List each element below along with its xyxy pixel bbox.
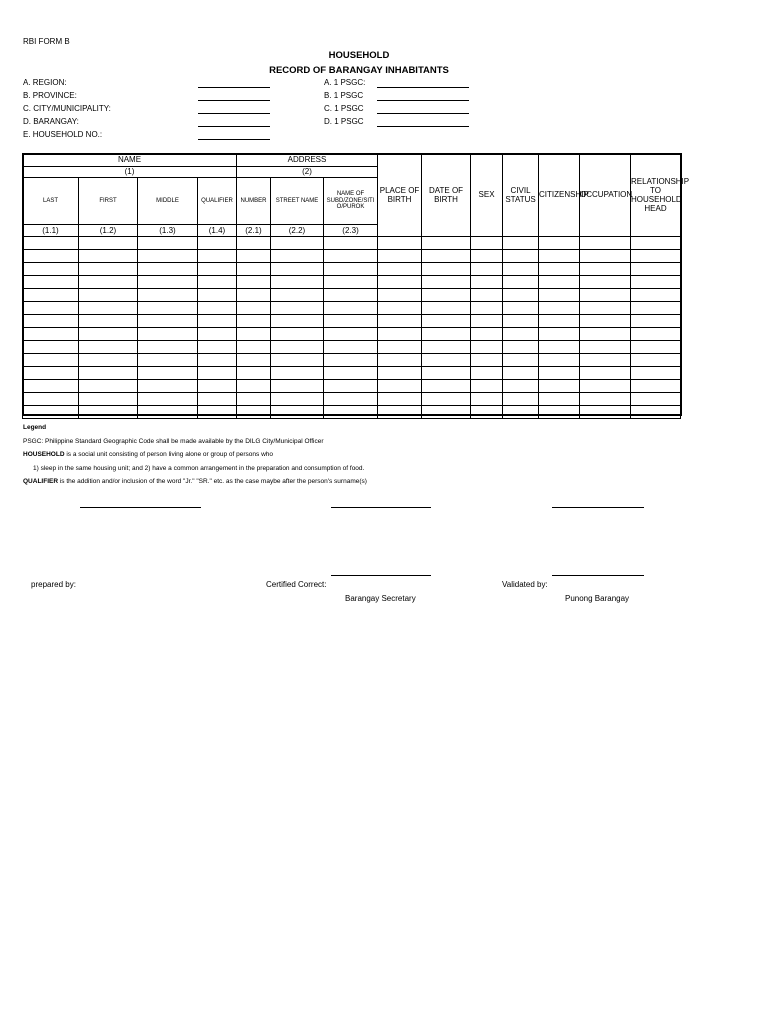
table-cell[interactable] xyxy=(324,380,378,393)
table-cell[interactable] xyxy=(271,328,324,341)
table-cell[interactable] xyxy=(471,276,503,289)
table-cell[interactable] xyxy=(237,289,271,302)
table-row xyxy=(23,315,681,328)
table-cell[interactable] xyxy=(271,315,324,328)
code-1-2: (1.2) xyxy=(79,225,138,237)
psgc-b-field[interactable] xyxy=(377,100,469,101)
table-cell[interactable] xyxy=(503,341,539,354)
table-cell[interactable] xyxy=(471,315,503,328)
psgc-d-label: D. 1 PSGC xyxy=(324,117,364,126)
citizenship-header: CITIZENSHIP xyxy=(539,154,580,237)
table-cell[interactable] xyxy=(237,302,271,315)
table-cell[interactable] xyxy=(79,354,138,367)
table-cell[interactable] xyxy=(471,328,503,341)
table-cell[interactable] xyxy=(198,328,237,341)
psgc-a-label: A. 1 PSGC: xyxy=(324,78,366,87)
table-cell[interactable] xyxy=(422,289,471,302)
table-cell[interactable] xyxy=(237,354,271,367)
table-cell[interactable] xyxy=(503,354,539,367)
table-row xyxy=(23,302,681,315)
table-cell[interactable] xyxy=(580,237,631,250)
table-cell[interactable] xyxy=(503,406,539,419)
table-cell[interactable] xyxy=(79,380,138,393)
table-cell[interactable] xyxy=(271,302,324,315)
table-cell[interactable] xyxy=(539,250,580,263)
table-cell[interactable] xyxy=(271,341,324,354)
table-cell[interactable] xyxy=(138,289,198,302)
table-cell[interactable] xyxy=(580,250,631,263)
table-cell[interactable] xyxy=(378,276,422,289)
table-cell[interactable] xyxy=(198,315,237,328)
table-cell[interactable] xyxy=(79,315,138,328)
barangay-field[interactable] xyxy=(198,126,270,127)
table-cell[interactable] xyxy=(23,354,79,367)
table-cell[interactable] xyxy=(23,393,79,406)
inhabitants-table xyxy=(22,153,690,419)
table-cell[interactable] xyxy=(271,367,324,380)
table-cell[interactable] xyxy=(324,341,378,354)
table-cell[interactable] xyxy=(23,406,79,419)
relationship-header: RELATIONSHIP TO HOUSEHOLD HEAD xyxy=(631,154,681,237)
table-cell[interactable] xyxy=(631,354,681,367)
table-cell[interactable] xyxy=(378,341,422,354)
table-cell[interactable] xyxy=(138,328,198,341)
table-cell[interactable] xyxy=(324,250,378,263)
table-cell[interactable] xyxy=(79,237,138,250)
form-title: HOUSEHOLD xyxy=(328,50,390,61)
table-cell[interactable] xyxy=(503,302,539,315)
punong-name-line[interactable] xyxy=(552,575,644,576)
table-cell[interactable] xyxy=(79,263,138,276)
table-cell[interactable] xyxy=(378,354,422,367)
province-field[interactable] xyxy=(198,100,270,101)
table-cell[interactable] xyxy=(539,380,580,393)
table-cell[interactable] xyxy=(631,250,681,263)
table-cell[interactable] xyxy=(23,276,79,289)
table-cell[interactable] xyxy=(79,367,138,380)
table-cell[interactable] xyxy=(580,367,631,380)
table-cell[interactable] xyxy=(198,263,237,276)
table-cell[interactable] xyxy=(324,263,378,276)
table-cell[interactable] xyxy=(422,263,471,276)
table-cell[interactable] xyxy=(539,393,580,406)
psgc-c-label: C. 1 PSGC xyxy=(324,104,364,113)
last-name-header: LAST xyxy=(23,178,79,225)
table-cell[interactable] xyxy=(324,393,378,406)
table-cell[interactable] xyxy=(237,276,271,289)
table-cell[interactable] xyxy=(79,341,138,354)
code-2-3: (2.3) xyxy=(324,225,378,237)
table-row xyxy=(23,289,681,302)
table-cell[interactable] xyxy=(138,276,198,289)
table-cell[interactable] xyxy=(237,341,271,354)
table-cell[interactable] xyxy=(138,354,198,367)
table-cell[interactable] xyxy=(580,263,631,276)
table-cell[interactable] xyxy=(378,263,422,276)
table-cell[interactable] xyxy=(237,315,271,328)
table-cell[interactable] xyxy=(539,328,580,341)
occupation-header: OCCUPATION xyxy=(580,154,631,237)
name-group-header: NAME xyxy=(23,154,237,167)
psgc-a-field[interactable] xyxy=(377,87,469,88)
table-cell[interactable] xyxy=(324,276,378,289)
table-cell[interactable] xyxy=(631,328,681,341)
table-cell[interactable] xyxy=(378,250,422,263)
table-cell[interactable] xyxy=(138,302,198,315)
table-cell[interactable] xyxy=(198,250,237,263)
table-cell[interactable] xyxy=(198,380,237,393)
name-group-number: (1) xyxy=(23,167,237,178)
table-cell[interactable] xyxy=(422,237,471,250)
psgc-b-label: B. 1 PSGC xyxy=(324,91,364,100)
code-2-1: (2.1) xyxy=(237,225,271,237)
table-cell[interactable] xyxy=(198,302,237,315)
prepared-by-signature-line[interactable] xyxy=(80,507,201,508)
table-cell[interactable] xyxy=(580,302,631,315)
table-cell[interactable] xyxy=(580,393,631,406)
table-cell[interactable] xyxy=(237,250,271,263)
middle-name-header: MIDDLE xyxy=(138,178,198,225)
qualifier-header: QUALIFIER xyxy=(198,178,237,225)
table-cell[interactable] xyxy=(378,406,422,419)
legend-psgc: PSGC: Philippine Standard Geographic Code shall be made available by the DILG City/Municipal Officer xyxy=(23,437,324,445)
table-cell[interactable] xyxy=(271,289,324,302)
table-cell[interactable] xyxy=(271,406,324,419)
table-cell[interactable] xyxy=(580,315,631,328)
table-cell[interactable] xyxy=(271,354,324,367)
table-cell[interactable] xyxy=(378,328,422,341)
table-cell[interactable] xyxy=(237,367,271,380)
table-row xyxy=(23,393,681,406)
province-label: B. PROVINCE: xyxy=(23,91,77,100)
table-cell[interactable] xyxy=(271,393,324,406)
validated-signature-line[interactable] xyxy=(552,507,644,508)
table-cell[interactable] xyxy=(503,250,539,263)
city-field[interactable] xyxy=(198,113,270,114)
table-cell[interactable] xyxy=(539,289,580,302)
prepared-by-label: prepared by: xyxy=(31,580,76,589)
punong-barangay-label: Punong Barangay xyxy=(565,594,630,603)
table-cell[interactable] xyxy=(631,302,681,315)
table-cell[interactable] xyxy=(580,328,631,341)
table-cell[interactable] xyxy=(539,263,580,276)
table-cell[interactable] xyxy=(539,367,580,380)
civil-status-header: CIVIL STATUS xyxy=(503,154,539,237)
table-cell[interactable] xyxy=(237,328,271,341)
table-cell[interactable] xyxy=(237,380,271,393)
table-cell[interactable] xyxy=(503,393,539,406)
table-cell[interactable] xyxy=(198,393,237,406)
table-cell[interactable] xyxy=(378,393,422,406)
region-label: A. REGION: xyxy=(23,78,67,87)
table-cell[interactable] xyxy=(138,367,198,380)
sex-header: SEX xyxy=(471,154,503,237)
table-cell[interactable] xyxy=(422,302,471,315)
table-cell[interactable] xyxy=(503,263,539,276)
table-cell[interactable] xyxy=(471,367,503,380)
table-cell[interactable] xyxy=(23,263,79,276)
code-1-1: (1.1) xyxy=(23,225,79,237)
table-row xyxy=(23,237,681,250)
table-cell[interactable] xyxy=(471,393,503,406)
legend-qualifier-term: QUALIFIER xyxy=(23,478,59,485)
number-header: NUMBER xyxy=(237,178,271,225)
table-cell[interactable] xyxy=(631,237,681,250)
table-row xyxy=(23,380,681,393)
certified-signature-line[interactable] xyxy=(331,507,431,508)
table-cell[interactable] xyxy=(138,315,198,328)
table-row xyxy=(23,328,681,341)
address-group-header: ADDRESS xyxy=(237,154,378,167)
table-cell[interactable] xyxy=(79,328,138,341)
table-cell[interactable] xyxy=(324,302,378,315)
table-cell[interactable] xyxy=(539,237,580,250)
table-cell[interactable] xyxy=(503,237,539,250)
legend-household-text: is a social unit consisting of person living alone or group of persons who xyxy=(64,451,274,458)
table-cell[interactable] xyxy=(471,341,503,354)
table-cell[interactable] xyxy=(324,237,378,250)
table-cell[interactable] xyxy=(580,341,631,354)
table-cell[interactable] xyxy=(324,367,378,380)
table-cell[interactable] xyxy=(631,341,681,354)
table-cell[interactable] xyxy=(503,380,539,393)
table-cell[interactable] xyxy=(138,263,198,276)
table-cell[interactable] xyxy=(378,315,422,328)
table-cell[interactable] xyxy=(580,354,631,367)
table-cell[interactable] xyxy=(271,276,324,289)
code-2-2: (2.2) xyxy=(271,225,324,237)
table-cell[interactable] xyxy=(580,406,631,419)
table-cell[interactable] xyxy=(422,341,471,354)
table-cell[interactable] xyxy=(23,237,79,250)
table-cell[interactable] xyxy=(23,341,79,354)
psgc-c-field[interactable] xyxy=(377,113,469,114)
table-cell[interactable] xyxy=(422,380,471,393)
region-field[interactable] xyxy=(198,87,270,88)
table-cell[interactable] xyxy=(580,276,631,289)
form-id: RBI FORM B xyxy=(23,37,70,46)
table-cell[interactable] xyxy=(503,289,539,302)
table-cell[interactable] xyxy=(271,237,324,250)
table-cell[interactable] xyxy=(23,302,79,315)
table-cell[interactable] xyxy=(503,328,539,341)
table-cell[interactable] xyxy=(138,380,198,393)
table-cell[interactable] xyxy=(23,328,79,341)
table-cell[interactable] xyxy=(324,406,378,419)
table-cell[interactable] xyxy=(237,263,271,276)
table-cell[interactable] xyxy=(198,276,237,289)
table-cell[interactable] xyxy=(471,263,503,276)
table-cell[interactable] xyxy=(631,380,681,393)
table-cell[interactable] xyxy=(539,315,580,328)
table-cell[interactable] xyxy=(198,367,237,380)
table-cell[interactable] xyxy=(378,380,422,393)
city-label: C. CITY/MUNICIPALITY: xyxy=(23,104,111,113)
table-cell[interactable] xyxy=(324,328,378,341)
legend-household-term: HOUSEHOLD xyxy=(23,451,65,458)
table-cell[interactable] xyxy=(422,393,471,406)
barangay-secretary-label: Barangay Secretary xyxy=(345,594,416,603)
subdivision-header: NAME OF SUBD/ZONE/SITI O/PUROK xyxy=(324,178,378,225)
table-cell[interactable] xyxy=(422,354,471,367)
table-cell[interactable] xyxy=(79,302,138,315)
table-cell[interactable] xyxy=(237,406,271,419)
household-no-field[interactable] xyxy=(198,139,270,140)
table-cell[interactable] xyxy=(271,250,324,263)
table-cell[interactable] xyxy=(471,237,503,250)
table-cell[interactable] xyxy=(79,289,138,302)
table-cell[interactable] xyxy=(198,341,237,354)
table-cell[interactable] xyxy=(503,367,539,380)
table-cell[interactable] xyxy=(79,250,138,263)
legend-household-cont: 1) sleep in the same housing unit; and 2) have a common arrangement in the preparation and consumption of food. xyxy=(33,464,365,472)
table-cell[interactable] xyxy=(138,341,198,354)
table-cell[interactable] xyxy=(324,315,378,328)
table-cell[interactable] xyxy=(79,406,138,419)
table-row xyxy=(23,354,681,367)
table-cell[interactable] xyxy=(138,250,198,263)
barangay-label: D. BARANGAY: xyxy=(23,117,79,126)
table-cell[interactable] xyxy=(79,393,138,406)
table-cell[interactable] xyxy=(631,315,681,328)
table-cell[interactable] xyxy=(631,276,681,289)
table-cell[interactable] xyxy=(198,289,237,302)
table-cell[interactable] xyxy=(422,367,471,380)
table-cell[interactable] xyxy=(23,289,79,302)
table-cell[interactable] xyxy=(539,302,580,315)
table-row xyxy=(23,406,681,419)
table-cell[interactable] xyxy=(324,289,378,302)
table-cell[interactable] xyxy=(378,289,422,302)
legend-qualifier-text: is the addition and/or inclusion of the word "Jr." "SR." etc. as the case maybe after the person's surname(s) xyxy=(58,478,367,485)
table-cell[interactable] xyxy=(471,354,503,367)
table-cell[interactable] xyxy=(23,380,79,393)
household-no-label: E. HOUSEHOLD NO.: xyxy=(23,130,103,139)
table-cell[interactable] xyxy=(631,393,681,406)
table-cell[interactable] xyxy=(631,289,681,302)
table-cell[interactable] xyxy=(271,263,324,276)
table-cell[interactable] xyxy=(378,302,422,315)
table-cell[interactable] xyxy=(471,250,503,263)
legend-heading: Legend xyxy=(23,424,47,431)
table-row xyxy=(23,367,681,380)
table-cell[interactable] xyxy=(631,263,681,276)
certified-correct-label: Certified Correct: xyxy=(266,580,327,589)
table-cell[interactable] xyxy=(198,237,237,250)
table-cell[interactable] xyxy=(324,354,378,367)
table-cell[interactable] xyxy=(422,250,471,263)
table-row xyxy=(23,276,681,289)
table-cell[interactable] xyxy=(422,406,471,419)
table-cell[interactable] xyxy=(422,276,471,289)
code-1-4: (1.4) xyxy=(198,225,237,237)
table-cell[interactable] xyxy=(237,393,271,406)
table-cell[interactable] xyxy=(138,237,198,250)
table-cell[interactable] xyxy=(503,315,539,328)
table-cell[interactable] xyxy=(539,341,580,354)
table-cell[interactable] xyxy=(378,237,422,250)
table-cell[interactable] xyxy=(580,380,631,393)
validated-by-label: Validated by: xyxy=(502,580,548,589)
table-cell[interactable] xyxy=(23,315,79,328)
table-cell[interactable] xyxy=(237,237,271,250)
table-cell[interactable] xyxy=(503,276,539,289)
table-cell[interactable] xyxy=(378,367,422,380)
date-of-birth-header: DATE OF BIRTH xyxy=(422,154,471,237)
first-name-header: FIRST xyxy=(79,178,138,225)
table-cell[interactable] xyxy=(580,289,631,302)
table-cell[interactable] xyxy=(471,406,503,419)
psgc-d-field[interactable] xyxy=(377,126,469,127)
table-cell[interactable] xyxy=(23,250,79,263)
table-cell[interactable] xyxy=(471,380,503,393)
table-row xyxy=(23,341,681,354)
address-group-number: (2) xyxy=(237,167,378,178)
legend xyxy=(23,421,713,489)
table-cell[interactable] xyxy=(471,289,503,302)
table-cell[interactable] xyxy=(539,354,580,367)
code-1-3: (1.3) xyxy=(138,225,198,237)
table-row xyxy=(23,250,681,263)
table-cell[interactable] xyxy=(138,393,198,406)
table-cell[interactable] xyxy=(23,367,79,380)
table-cell[interactable] xyxy=(271,380,324,393)
place-of-birth-header: PLACE OF BIRTH xyxy=(378,154,422,237)
table-cell[interactable] xyxy=(539,276,580,289)
secretary-name-line[interactable] xyxy=(331,575,431,576)
table-cell[interactable] xyxy=(138,406,198,419)
table-cell[interactable] xyxy=(422,315,471,328)
table-cell[interactable] xyxy=(79,276,138,289)
table-cell[interactable] xyxy=(422,328,471,341)
table-cell[interactable] xyxy=(539,406,580,419)
table-cell[interactable] xyxy=(631,406,681,419)
table-row xyxy=(23,263,681,276)
street-name-header: STREET NAME xyxy=(271,178,324,225)
form-subtitle: RECORD OF BARANGAY INHABITANTS xyxy=(269,65,449,76)
table-cell[interactable] xyxy=(198,406,237,419)
table-cell[interactable] xyxy=(631,367,681,380)
table-cell[interactable] xyxy=(198,354,237,367)
table-cell[interactable] xyxy=(471,302,503,315)
